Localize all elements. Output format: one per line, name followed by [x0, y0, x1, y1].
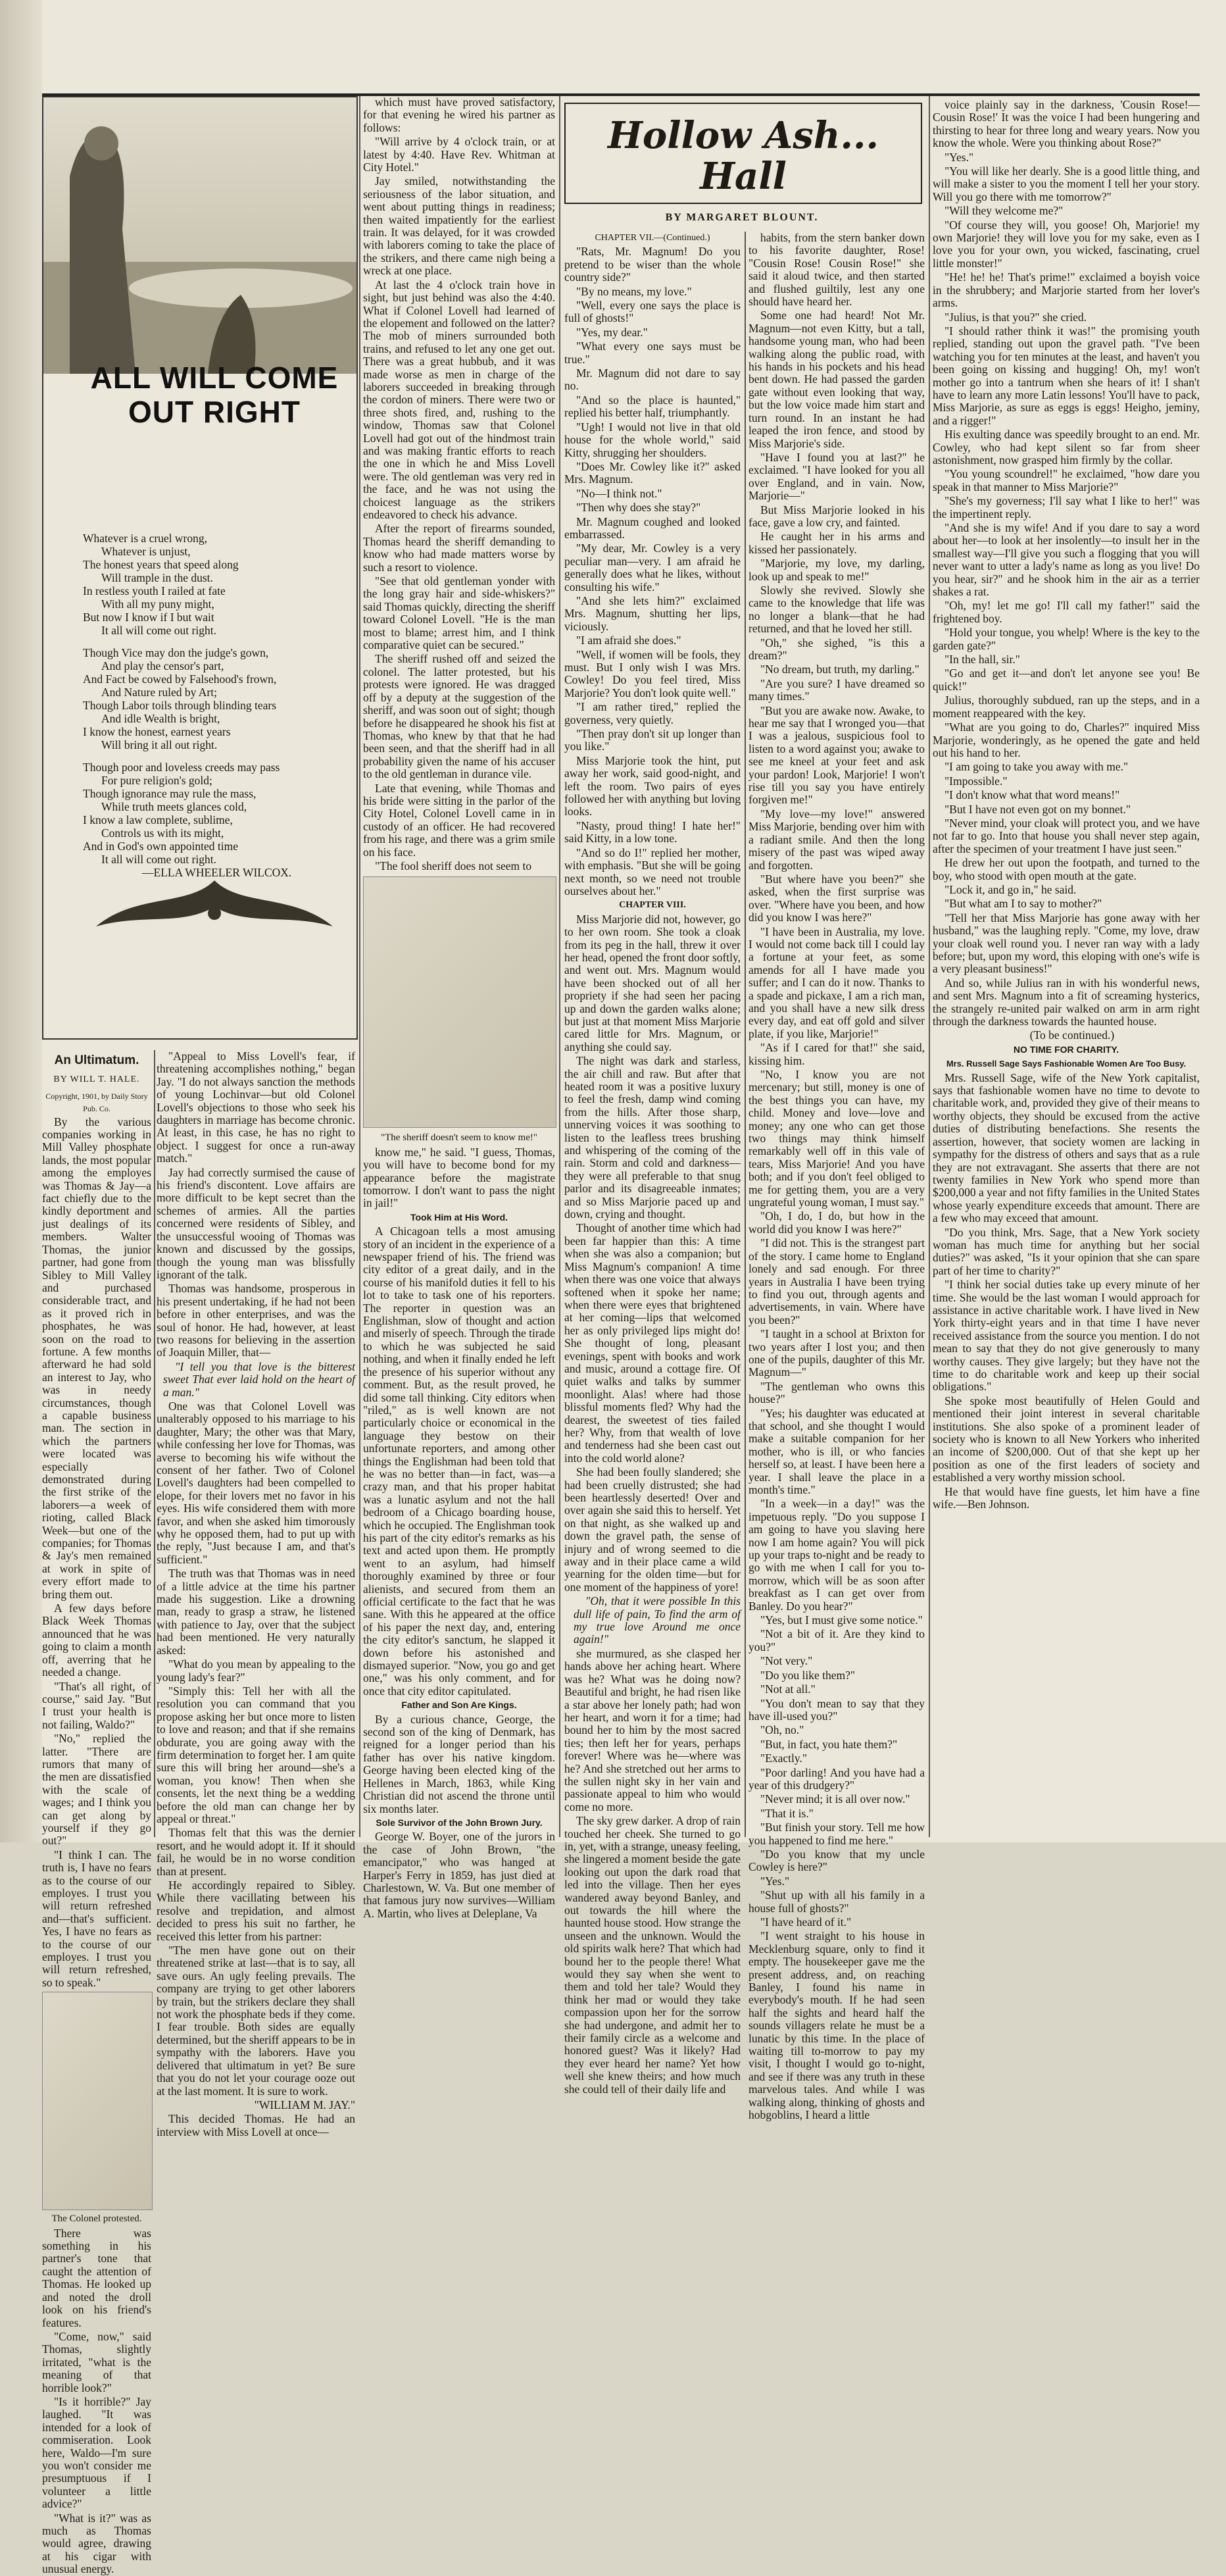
story-paragraph: "My dear, Mr. Cowley is a very peculiar man—very. I am afraid he generally does what he likes, without consulting his wife.": [564, 542, 741, 593]
kings-headline: Father and Son Are Kings.: [401, 1700, 517, 1711]
poem-line: And Fact be cowed by Falsehood's frown,: [83, 672, 277, 686]
story-paragraph: habits, from the stern banker down to his favorite daughter, Rose! "Cousin Rose! Cousin Rose!" she said it aloud twice, and then started and flushed guiltily, lest any one should have heard her.: [748, 231, 925, 309]
poem-text: [83, 532, 346, 879]
ultimatum-paragraph: A few days before Black Week Thomas announced that he was going to claim a month off, averring that he needed a change.: [42, 1602, 151, 1679]
chapter-eight-heading: CHAPTER VIII.: [619, 900, 686, 911]
hollow-ash-column-one: [564, 232, 741, 2096]
story-paragraph: "Yes.": [760, 1874, 790, 1888]
poem-line: And in God's own appointed time: [83, 840, 238, 853]
story-paragraph: "In a week—in a day!" was the impetuous reply. "Do you suppose I am going to have you slaving here now I am home again? You will pick up your traps to-night and be ready to go with me when I call for you to-morrow, which will be as soon after breakfast as I can get over from Banley. Do you hear?": [748, 1497, 925, 1613]
poem-line: I know a law complete, sublime,: [83, 813, 233, 826]
story-paragraph: "I have heard of it.": [760, 1915, 852, 1929]
story-paragraph: "Tell her that Miss Marjorie has gone away with her husband," was the laughing reply. "Come, my love, draw your cloak well round you. I never ran way with a lady before; but, upon my word, this eloping with one's wife is a very pleasant business!": [933, 911, 1200, 976]
story-paragraph: She had been foully slandered; she had been cruelly distrusted; she had been heartlessly deserted! Over and over again she said this to herself. Yet on that night, as she walked up and down the gravel path, the sense of injury and of wrong seemed to die away and in their place came a wild yearning for the olden time—but for one moment of the happiness of yore!: [564, 1465, 741, 1594]
column-divider: [359, 96, 360, 1837]
story-paragraph: "But finish your story. Tell me how you happened to find me here.": [748, 1821, 925, 1847]
story-paragraph: "And she is my wife! And if you dare to say a word about her—to look at her insolently—to insult her in the smallest way—I'll give you such a flogging that you will never want to utter a lady's name as long as you live! Do you hear, sir?" and he shook him in the air as a terrier shakes a rat.: [933, 521, 1200, 599]
robed-figure: [70, 134, 135, 374]
story-paragraph: "Julius, is that you?" she cried.: [944, 310, 1087, 324]
story-paragraph: He drew her out upon the footpath, and turned to the boy, who stood with open mouth at the gate.: [933, 856, 1200, 882]
ultimatum-paragraph: There was something in his partner's tone that caught the attention of Thomas. He looked up and noted the droll look on his friend's features.: [42, 2226, 151, 2329]
story-paragraph: "I should rather think it was!" the promising youth replied, standing out upon the gravel path. "I've been watching you for ten minutes at the least, and haven't you been going on kissing and hugging! Oh, my! won't mother go into a tantrum when she hears of it! I shan't have to learn any more Latin lessons! You'll have to pack, Miss Marjorie, as sure as eggs is eggs! Heigho, jeminy, and a rigger!": [933, 324, 1200, 427]
poem-line: And Nature ruled by Art;: [101, 686, 217, 699]
column-three: [363, 95, 555, 1920]
story-paragraph: "I have been in Australia, my love. I would not come back till I could lay a fortune at your feet, as some amends for all I have made you suffer; and I can do it now. Thanks to a spade and pickaxe, I am a rich man, and you shall have a new silk dress every day, and eat off gold and silver plate, if you like, Marjorie!": [748, 924, 925, 1040]
story-paragraph: "Do you know that my uncle Cowley is here?": [748, 1847, 925, 1874]
story-paragraph: "See that old gentleman yonder with the long gray hair and side-whiskers?" said Thomas quickly, directing the sheriff toward Colonel Lovell. "He is the man most to blame; arrest him, and I think comparative quiet can be secured.": [363, 574, 555, 652]
poem-line: While truth meets glances cold,: [101, 800, 247, 813]
poem-author: —ELLA WHEELER WILCOX.: [142, 866, 292, 879]
story-verse: "Oh, that it were possible In this dull life of pain, To find the arm of my true love Around me once again!": [574, 1594, 741, 1646]
story-paragraph: "She's my governess; I'll say what I like to her!" was the impertinent reply.: [933, 494, 1200, 520]
ultimatum-quote: "I tell you that love is the bitterest sweet That ever laid hold on the heart of a man.": [163, 1359, 355, 1399]
story-paragraph: "Exactly.": [760, 1752, 807, 1765]
story-paragraph: "Never mind, your cloak will protect you, and we have not far to go. Into that house you shall never step again, after the specimen of your treatment I have just seen.": [933, 816, 1200, 855]
poem-line: I know the honest, earnest years: [83, 725, 231, 738]
poem-illustration: [43, 97, 356, 374]
story-paragraph: "Rats, Mr. Magnum! Do you pretend to be wiser than the whole country side?": [564, 245, 741, 284]
colonel-illustration: [42, 1992, 153, 2210]
story-paragraph: The sky grew darker. A drop of rain touched her cheek. She turned to go in, yet, with a strange, uneasy feeling, she lingered a moment beside the gate looking out upon the dark road that led into the village. Then her eyes wandered away beyond Banley, and out towards the hill where the haunted house stood. How strange the unseen and the unknown. Would the old spirits walk here? That which had bound her to the people there! What would they say when she went to them and told her tale? Would they think her mad or would they take compassion upon her for the sorrow she had undergone, and admit her to their family circle as a welcome and honored guest? Was it likely? Had they ever heard her name? Yet how well she knew theirs; and how much she could tell of their daily life and: [564, 1814, 741, 2096]
story-paragraph: she murmured, as she clasped her hands above her aching heart. Where was he? What was he doing now? Beautiful and bright, he had risen like a star above her lonely path; had won her heart, and worn it for a time; had bound her to him by the most sacred ties; then left her for years, perhaps forever! Where was he—where was he? And she stretched out her arms to the sullen night sky in her vain and passionate appeal to him who would come no more.: [564, 1646, 741, 1813]
sheriff-illustration: [363, 876, 556, 1128]
column-divider: [929, 96, 930, 1837]
ultimatum-paragraph: Thomas was handsome, prosperous in his present undertaking, if he had not been before in other enterprises, and was the soul of honor. He had, however, at least two reasons for believing in the assertion of Joaquin Miller, that—: [157, 1282, 355, 1359]
story-paragraph: His exulting dance was speedily brought to an end. Mr. Cowley, who had kept silent so far from sheer astonishment, now grasped him firmly by the collar.: [933, 428, 1200, 467]
story-paragraph: "Yes.": [944, 150, 974, 164]
poem-illustration-svg: [43, 97, 356, 374]
story-paragraph: He that would have fine guests, let him have a fine wife.—Ben Johnson.: [933, 1484, 1200, 1511]
poem-line: And play the censor's part,: [101, 659, 224, 672]
story-paragraph: "As if I cared for that!" she said, kissing him.: [748, 1041, 925, 1067]
story-paragraph: "Have I found you at last?" he exclaimed. "I have looked for you all over England, and in vain. Now, Marjorie—": [748, 450, 925, 503]
story-paragraph: "Never mind; it is all over now.": [760, 1792, 910, 1806]
ultimatum-paragraph: "The men have gone out on their threatened strike at last—that is to say, all save ours. An ugly feeling prevails. The company are trying to get other laborers by train, but the strikers declare they shall not work the phosphate beds if they come. I fear trouble. Both sides are equally determined, but the sheriff appears to be in sympathy with the laborers. Have you delivered that ultimatum in yet? Be sure that you do not let your courage ooze out at the last moment. It is sure to work.: [157, 1944, 355, 2098]
story-paragraph: "You will like her dearly. She is a good little thing, and will make a sister to you the moment I tell her your story. Will you go there with me tomorrow?": [933, 164, 1200, 203]
story-paragraph: "Do you like them?": [760, 1668, 856, 1682]
ultimatum-paragraph: The truth was that Thomas was in need of a little advice at the time his partner made his suggestion. Like a drowning man, ready to grasp a straw, he listened with patience to Jay, over that the subject had been mentioned. He very naturally asked:: [157, 1567, 355, 1657]
story-paragraph: "He! he! he! That's prime!" exclaimed a boyish voice in the shrubbery; and Marjorie started from her lover's arms.: [933, 270, 1200, 310]
story-paragraph: "Ugh! I would not live in that old house for the whole world," said Kitty, shrugging her shoulders.: [564, 420, 741, 459]
ultimatum-paragraph: Jay had correctly surmised the cause of his friend's discontent. Love affairs are more difficult to be kept secret than the schemes of armies. All the parties concerned were residents of Sibley, and the unsuccessful wooing of Thomas was known and discussed by the gossips, though the young man was blissfully ignorant of the talk.: [157, 1165, 355, 1281]
story-paragraph: "In the hall, sir.": [944, 653, 1020, 667]
story-paragraph: "By no means, my love.": [576, 284, 692, 298]
poem-line: Though poor and loveless creeds may pass: [83, 761, 280, 774]
story-paragraph: "No dream, but truth, my darling.": [760, 663, 920, 676]
ultimatum-caption: The Colonel protested.: [51, 2213, 142, 2225]
story-paragraph: "And so the place is haunted," replied his better half, triumphantly.: [564, 393, 741, 420]
ultimatum-copyright: Copyright, 1901, by Daily Story Pub. Co.: [45, 1091, 148, 1114]
story-paragraph: "Hold your tongue, you whelp! Where is the key to the garden gate?": [933, 626, 1200, 652]
story-paragraph: She spoke most beautifully of Helen Gould and mentioned their joint interest in several charitable institutions. She also spoke of a prominent leader of society who is known to all New Yorkers who inherited an income of $200,000. Out of that she kept up her position as one of the first leaders of society and established a very worthy mission school.: [933, 1394, 1200, 1484]
story-paragraph: know me," he said. "I guess, Thomas, you will have to become bond for my appearance before the magistrate tomorrow. I don't want to pass the night in jail!": [363, 1145, 555, 1210]
ultimatum-paragraph: "I think I can. The truth is, I have no fears as to the course of our employes. I trust you will return refreshed and—that's sufficient. Yes, I have no fears as to the course of our employes. I trust you will return refreshed, so to speak.": [42, 1848, 151, 1989]
story-paragraph: But Miss Marjorie looked in his face, gave a low cry, and fainted.: [748, 503, 925, 529]
charity-subheadline: Mrs. Russell Sage Says Fashionable Women Are Too Busy.: [946, 1059, 1187, 1069]
ultimatum-paragraph: Thomas felt that this was the dernier resort, and he would adopt it. If it should fail, he would be in no worse condition than at present.: [157, 1826, 355, 1878]
story-paragraph: "Are you sure? I have dreamed so many times.": [748, 676, 925, 703]
story-paragraph: "I am rather tired," replied the governess, very quietly.: [564, 700, 741, 726]
column-divider: [154, 1050, 155, 1837]
story-paragraph: "Go and get it—and don't let anyone see you! Be quick!": [933, 667, 1200, 693]
poem-line: Will bring it all out right.: [101, 738, 218, 751]
ultimatum-paragraph: By the various companies working in Mill Valley phosphate lands, the most popular among the employes was Thomas & Jay—a fact chiefly due to the kindly deportment and just dealings of its members. Walter Thomas, the junior partner, had gone from Sibley to Mill Valley and purchased considerable tract, and as it proved rich in phosphates, he was soon on the road to fortune. A few months afterward he had sold an interest to Jay, who was in needy circumstances, though a capable business man. The section in which the partners were located was especially demonstrated during the first strike of the laborers—a week of rioting, called Black Week—but one of the companies; for Thomas & Jay's men remained at work in spite of every effort made to bring them out.: [42, 1115, 151, 1601]
ultimatum-column-left: [42, 1050, 151, 2576]
to-be-continued: (To be continued.): [1029, 1028, 1115, 1042]
story-paragraph: "And she lets him?" exclaimed Mrs. Magnum, shutting her lips, viciously.: [564, 593, 741, 633]
hollow-ash-title-line1: Hollow Ash...: [607, 114, 879, 157]
story-paragraph: voice plainly say in the darkness, 'Cousin Rose!—Cousin Rose!' It was the voice I had been hungering and thirsting to hear for three long and weary years. Now you know the whole. Were you thinking about Rose?": [933, 98, 1200, 150]
poem-line: Whatever is a cruel wrong,: [83, 532, 208, 545]
story-paragraph: "Well, if women will be fools, they must. But I only wish I was Mrs. Cowley! Do you feel tired, Miss Marjorie? You don't look quite well.": [564, 647, 741, 699]
story-paragraph: "I think her social duties take up every minute of her time. She would be the last woman I would approach for assistance in active charitable work. I have lived in New York thirty-eight years and in that time I have never received assistance from the source you mention. I do not mean to say that they do not give generously to many worthy causes. They give largely; but they have not the time to do charitable work and keep up their social obligations.": [933, 1278, 1200, 1394]
story-paragraph: "Nasty, proud thing! I hate her!" said Kitty, in a low tone.: [564, 819, 741, 846]
story-paragraph: "I am going to take you away with me.": [944, 760, 1129, 774]
story-paragraph: Julius, thoroughly subdued, ran up the steps, and in a moment reappeared with the key.: [933, 694, 1200, 720]
hollow-ash-title-box: [564, 103, 922, 204]
story-paragraph: "Does Mr. Cowley like it?" asked Mrs. Magnum.: [564, 459, 741, 486]
poem-line: But now I know if I but wait: [83, 611, 214, 624]
story-paragraph: "But what am I to say to mother?": [944, 897, 1102, 911]
john-brown-headline: Sole Survivor of the John Brown Jury.: [376, 1817, 543, 1828]
story-paragraph: "My love—my love!" answered Miss Marjorie, bending over him with a radiant smile. And then the long misery of the past was wiped away and forgotten.: [748, 807, 925, 872]
story-paragraph: "Impossible.": [944, 774, 1008, 788]
charity-headline: NO TIME FOR CHARITY.: [1013, 1044, 1119, 1055]
story-paragraph: "I did not. This is the strangest part of the story. I came home to England lonely and sad enough. For three years in Australia I have been trying to find you out, through agents and advertisements, in vain. Where have you been?": [748, 1236, 925, 1326]
story-paragraph: "You don't mean to say that they have ill-used you?": [748, 1696, 925, 1723]
story-paragraph: At last the 4 o'clock train hove in sight, but just behind was also the 4:40. What if Colonel Lovell had learned of the elopement and followed on the latter? The mob of miners surrounded both trains, and refused to let any one get out. There was a great hubbub, and it was made worse as men in charge of the laborers succeeded in breaking through the cordon of miners. There were two or three shots fired, and, rushing to the window, Thomas saw that Colonel Lovell had got out of the hindmost train and was making frantic efforts to reach the one in which he and Miss Lovell were. The old gentleman was very red in the face, and he was not using the choicest language as the strikers endeavored to check his advance.: [363, 278, 555, 521]
story-paragraph: Slowly she revived. Slowly she came to the knowledge that life was no longer a blank—that he had returned, and that he loved her still.: [748, 583, 925, 636]
story-paragraph: Miss Marjorie did not, however, go to her own room. She took a cloak from its peg in the hall, threw it over her head, opened the front door softly, and went out. Mrs. Magnum would have been shocked out of all her propriety if she had seen her pacing up and down the garden walks alone; but just at that moment Miss Marjorie cared little for Mrs. Magnum, or anything she could say.: [564, 912, 741, 1053]
story-paragraph: "Then why does she stay?": [576, 501, 701, 515]
poem-title-line1: ALL WILL COME: [90, 361, 339, 395]
story-paragraph: "Yes; his daughter was educated at that school, and she thought I would make a suitable companion for her mother, who is ill, or who fancies herself so, at least. I have been here a year. I shall leave the place in a month's time.": [748, 1406, 925, 1496]
story-paragraph: George W. Boyer, one of the jurors in the case of John Brown, "the emancipator," who was hanged at Harper's Ferry in 1859, has just died at Charlestown, W. Va. But one member of that famous jury now survives—William A. Martin, who lives at Deleplane, Va: [363, 1830, 555, 1920]
ultimatum-paragraph: This decided Thomas. He had an interview with Miss Lovell at once—: [157, 2112, 355, 2138]
ultimatum-paragraph: "Simply this: Tell her with all the resolution you can command that you propose asking her but once more to listen to love and reason; and that if she remains obdurate, you are going away with the firm determination to forget her. I am quite sure this will bring her around—she's a woman, you know! Then when she consents, let the next thing be a wedding before the old man can change her by appeal or threat.": [157, 1684, 355, 1825]
story-paragraph: Jay smiled, notwithstanding the seriousness of the labor situation, and went about putting things in readiness; then waited impatiently for the earliest train. It was delayed, for it was crowded with laborers coming to take the place of the strikers, and there came nigh being a wreck at one place.: [363, 174, 555, 278]
story-paragraph: "I am afraid she does.": [576, 634, 681, 647]
poem-line: With all my puny might,: [101, 597, 214, 611]
story-paragraph: Miss Marjorie took the hint, put away her work, said good-night, and left the room. Two pairs of eyes followed her with anything but loving looks.: [564, 753, 741, 819]
story-paragraph: "Marjorie, my love, my darling, look up and speak to me!": [748, 557, 925, 583]
ultimatum-paragraph: "That's all right, of course," said Jay. "But I trust your health is not failing, Waldo?": [42, 1679, 151, 1731]
story-paragraph: "Lock it, and go in," he said.: [944, 882, 1077, 896]
story-paragraph: And so, while Julius ran in with his wonderful news, and sent Mrs. Magnum into a fit of screaming hysterics, the strangely re-united pair walked on arm in arm right through the darkness towards the haunted house.: [933, 976, 1200, 1028]
poem-line: The honest years that speed along: [83, 558, 239, 571]
story-paragraph: "Well, every one says the place is full of ghosts!": [564, 299, 741, 325]
poem-line: For pure religion's gold;: [101, 774, 212, 787]
column-divider: [745, 232, 746, 1837]
story-paragraph: "No—I think not.": [576, 486, 662, 500]
story-paragraph: "Do you think, Mrs. Sage, that a New York society woman has much time for anything but her social duties?" was asked, "Is it your opinion that she can spare part of her time to charity?": [933, 1225, 1200, 1277]
poem-line: Whatever is unjust,: [101, 545, 191, 558]
story-paragraph: "I went straight to his house in Mecklenburg square, only to find it empty. The housekeeper gave me the present address, and, on reaching Banley, I found his name in everybody's mouth. If he had seen half the sights and heard half the sounds villagers relate he must be a lunatic by this time. In the place of waiting till to-morrow to pay my visit, I thought I would go to-night, and see if there was any truth in these marvelous tales. And while I was walking along, thinking of ghosts and hobgoblins, I heard a little: [748, 1929, 925, 2122]
story-paragraph: Some one had heard! Not Mr. Magnum—not even Kitty, but a tall, handsome young man, who had been walking along the public road, with his hands in his pockets and his head bent down. He had passed the garden gate without even looking that way, but the low voice made him start and turn round. In an instant he had leaped the iron fence, and stood by Miss Marjorie's side.: [748, 309, 925, 450]
story-paragraph: The sheriff rushed off and seized the colonel. The latter protested, but his protests were ignored. He was dragged off by a deputy at the suggestion of the sheriff, and was soon out of sight; though before he disappeared he shook his fist at Thomas, who knew by that that he had been seen, and that the sheriff had in all probability given the name of his accuser to the old gentleman in durance vile.: [363, 652, 555, 781]
story-paragraph: He caught her in his arms and kissed her passionately.: [748, 530, 925, 556]
story-paragraph: "Oh, I do, I do, but how in the world did you know I was here?": [748, 1209, 925, 1236]
story-paragraph: Late that evening, while Thomas and his bride were sitting in the parlor of the City Hotel, Colonel Lovell came in in custody of an officer. He had recovered from his rage, and there was a grim smile on his face.: [363, 781, 555, 859]
story-paragraph: Mr. Magnum did not dare to say no.: [564, 366, 741, 393]
story-paragraph: "Not very.": [760, 1654, 813, 1668]
story-paragraph: After the report of firearms sounded, Thomas heard the sheriff demanding to know who had made matters worse by such a resort to violence.: [363, 522, 555, 574]
story-paragraph: "Will they welcome me?": [944, 204, 1064, 218]
ultimatum-column-right: [157, 1049, 355, 2138]
ultimatum-paragraph: "What is it?" was as much as Thomas would agree, drawing at his cigar with unusual energy.: [42, 2511, 151, 2576]
story-paragraph: "Shut up with all his family in a house full of ghosts?": [748, 1888, 925, 1915]
story-paragraph: "Oh, my! let me go! I'll call my father!" said the frightened boy.: [933, 599, 1200, 625]
poem-line: Though Vice may don the judge's gown,: [83, 646, 269, 659]
story-paragraph: "Poor darling! And you have had a year of this drudgery?": [748, 1765, 925, 1792]
poem-line: Though ignorance may rule the mass,: [83, 787, 257, 800]
story-paragraph: "Not a bit of it. Are they kind to you?": [748, 1627, 925, 1654]
ultimatum-paragraph: "What do you mean by appealing to the young lady's fear?": [157, 1657, 355, 1684]
story-paragraph: "What every one says must be true.": [564, 340, 741, 366]
sheriff-caption: "The sheriff doesn't seem to know me!": [381, 1132, 537, 1144]
story-paragraph: "But you are awake now. Awake, to hear me say that I wronged you—that I was a jealous, suspicious fool to listen to a word against you; awake to see me kneel at your feet and ask your pardon! Look, Marjorie! I won't rise till you say you have entirely forgiven me!": [748, 703, 925, 807]
hollow-ash-title-line2: Hall: [700, 155, 787, 198]
ultimatum-byline: BY WILL T. HALE.: [53, 1074, 140, 1085]
story-paragraph: "Not at all.": [760, 1682, 816, 1696]
poem-line: Controls us with its might,: [101, 826, 224, 840]
story-paragraph: "But where have you been?" she asked, when the first surprise was over. "Where have you been, and how did you know I was here?": [748, 872, 925, 924]
story-paragraph: "Oh," she sighed, "is this a dream?": [748, 636, 925, 662]
chapter-seven-heading: CHAPTER VII.—(Continued.): [595, 233, 710, 243]
ultimatum-paragraph: One was that Colonel Lovell was unalterably opposed to his marriage to his daughter, Mary; the other was that Mary, while confessing her love for Thomas, was averse to becoming his wife without the consent of her father. Two of Colonel Lovell's daughters had been compelled to elope, for their lovers met no favor in his eyes. His wife considered them with more favor, and when she asked him timorously why he opposed them, had to put up with the reply, "Just because I am, and that's sufficient.": [157, 1399, 355, 1566]
story-paragraph: "The fool sheriff does not seem to: [375, 859, 532, 872]
story-paragraph: "No, I know you are not mercenary; but still, money is one of the best things you can have, my child. Money and love—love and money; any one who can get those two things may think himself remarkably well off in this vale of tears, Miss Marjorie! And you have both; and if you don't feel obliged to me for getting them, you are a very ungrateful young woman, I must say.": [748, 1068, 925, 1209]
story-paragraph: "Yes, but I must give some notice.": [760, 1613, 923, 1627]
hollow-ash-column-two: [748, 231, 925, 2122]
ultimatum-paragraph: He accordingly repaired to Sibley. While there vacillating between his resolve and trepidation, and almost decided to press his suit no farther, he received this letter from his partner:: [157, 1879, 355, 1943]
column-six: [933, 99, 1200, 1837]
ultimatum-paragraph: "Appeal to Miss Lovell's fear, if threatening accomplishes nothing," began Jay. "I do not always sanction the methods of young Lochinvar—but old Colonel Lovell's objections to those who seek his daughters in marriage has become chronic. At least, in this case, he has no right to object. I suggest for once a run-away match.": [157, 1049, 355, 1165]
story-paragraph: "But, in fact, you hate them?": [760, 1737, 898, 1751]
story-paragraph: Mr. Magnum coughed and looked embarrassed.: [564, 515, 741, 541]
story-paragraph: A Chicagoan tells a most amusing story of an incident in the experience of a newspaper friend of his. The friend was city editor of a great daily, and in the course of his manifold duties it fell to his lot to take to task one of his reporters. The reporter in question was an Englishman, slow of thought and action and miserly of speech. Through the tirade to which he was subjected he said nothing, and when it finally ended he left the presence of his superior without any comment. But, as the result proved, he did some tall thinking. City editors when "riled," as is well known are not particularly choice or economical in the language they bestow on their unfortunate reporters, and among other things the Englishman had been told that he was no better than—in fact, was—a crazy man, and that his proper habitat was a lunatic asylum and not the hall bedroom of a Chicago boarding house, which he occupied. The Englishman took his part of the city editor's remarks as his text and acted upon them. He promptly went to an asylum, had himself thoroughly examined by three or four alienists, and secured from them an official certificate to the fact that he was sane. With this he appeared at the office of his paper the next day, and, entering the city editor's sanctum, he slapped it down before his astonished and dismayed superior. "Now, you go and get one," was his only comment, and for once that city editor capitulated.: [363, 1225, 555, 1698]
story-paragraph: Mrs. Russell Sage, wife of the New York capitalist, says that fashionable women have no time to devote to charitable work, and, provided they give of their means to worthy objects, they should be excused from the active duties of distributing benefactions. She resents the assertion, however, that society women are lacking in sympathy for the distress of others and says that as a rule they are not extravagant. She asserts that there are not twenty families in New York who spend more than $200,000 a year and not fifty families in the United States whose yearly expenditure exceeds that amount. There are a few who may exceed that amount.: [933, 1071, 1200, 1225]
story-paragraph: which must have proved satisfactory, for that evening he wired his partner as follows:: [363, 95, 555, 134]
story-paragraph: The night was dark and starless, the air chill and raw. But after that heated room it was a positive luxury to feel the fresh, damp wind coming from the hills. After those sharp, unnerving voices it was soothing to listen to the leafless trees brushing and whispering of the coming of the rain. Storm and cold and darkness—they were all preferable to that snug parlor and its disagreeable inmates; and so Miss Marjorie paced up and down, crying and thought.: [564, 1054, 741, 1221]
poem-title-line2: OUT RIGHT: [128, 395, 301, 429]
story-paragraph: "What are you going to do, Charles?" inquired Miss Marjorie, wonderingly, as he opened the gate and held out his hand to her.: [933, 720, 1200, 759]
story-paragraph: "Then pray don't sit up longer than you like.": [564, 727, 741, 753]
story-paragraph: "Yes, my dear.": [576, 325, 648, 339]
ultimatum-paragraph: "No," replied the latter. "There are rumors that many of the men are dissatisfied with the scale of wages; and I think you can get along by yourself if they go out?": [42, 1732, 151, 1848]
ultimatum-title: An Ultimatum.: [54, 1053, 139, 1067]
took-him-headline: Took Him at His Word.: [410, 1211, 508, 1223]
poem-line: It all will come out right.: [101, 624, 216, 637]
poem-title: [70, 361, 359, 429]
ultimatum-paragraph: "Is it horrible?" Jay laughed. "It was intended for a look of commiseration. Look here, Waldo—I'm sure you won't consider me presumptuous if I volunteer a little advice?": [42, 2394, 151, 2511]
story-paragraph: Thought of another time which had been far happier than this: A time when she was also a companion; but Miss Magnum's companion! A time when there was one voice that always softened when it spoke her name; when there were eyes that brightened at her coming—lips that welcomed her as only privileged lips might do! She thought of long, pleasant evenings, spent with books and work and music, around a cottage fire. Of quiet walks and talks by summer moonlight. Alas! where had those blissful moments fled? Why had the dearest, the sweetest of ties failed her? Why, from that wealth of love and tenderness had she been cast out into the cold world alone?: [564, 1221, 741, 1465]
story-paragraph: "I don't know what that word means!": [944, 788, 1120, 802]
story-paragraph: "You young scoundrel!" he exclaimed, "how dare you speak in that manner to Miss Marjorie?": [933, 467, 1200, 493]
ultimatum-signature: "WILLIAM M. JAY.": [254, 2098, 355, 2111]
figure-head: [84, 126, 118, 161]
story-paragraph: "And so do I!" replied her mother, with emphasis. "But she will be going next month, so we need not trouble ourselves about her.": [564, 846, 741, 897]
hollow-ash-byline: BY MARGARET BLOUNT.: [665, 212, 819, 223]
story-paragraph: "But I have not even got on my bonnet.": [944, 802, 1131, 816]
poem-line: Though Labor toils through blinding tears: [83, 699, 277, 712]
story-paragraph: "Will arrive by 4 o'clock train, or at latest by 4:40. Have Rev. Whitman at City Hotel.": [363, 135, 555, 174]
poem-box: [42, 96, 358, 1040]
story-paragraph: By a curious chance, George, the second son of the king of Denmark, has reigned for a longer period than his father has over his native kingdom. George having been elected king of the Hellenes in March, 1863, while King Christian did not ascend the throne until six months later.: [363, 1712, 555, 1815]
story-paragraph: "I taught in a school at Brixton for two years after I lost you; and then one of the pupils, daughter of this Mr. Magnum—": [748, 1327, 925, 1379]
column-divider: [559, 96, 560, 1837]
ultimatum-paragraph: "Come, now," said Thomas, slightly irritated, "what is the meaning of that horrible look?": [42, 2329, 151, 2394]
poem-line: Will trample in the dust.: [101, 571, 213, 584]
poem-line: It all will come out right.: [101, 853, 216, 866]
decorative-ornament: [70, 867, 359, 946]
story-paragraph: "That it is.": [760, 1806, 814, 1820]
poem-line: In restless youth I railed at fate: [83, 584, 226, 597]
story-paragraph: "Of course they will, you goose! Oh, Marjorie! my own Marjorie! they will love you for my sake, even as I love you for your own, you wicked, fascinating, cruel little monster!": [933, 218, 1200, 270]
story-paragraph: "The gentleman who owns this house?": [748, 1379, 925, 1406]
story-paragraph: "Oh, no.": [760, 1723, 804, 1737]
page-fold-shadow: [0, 0, 42, 1842]
poem-line: And idle Wealth is bright,: [101, 712, 220, 725]
